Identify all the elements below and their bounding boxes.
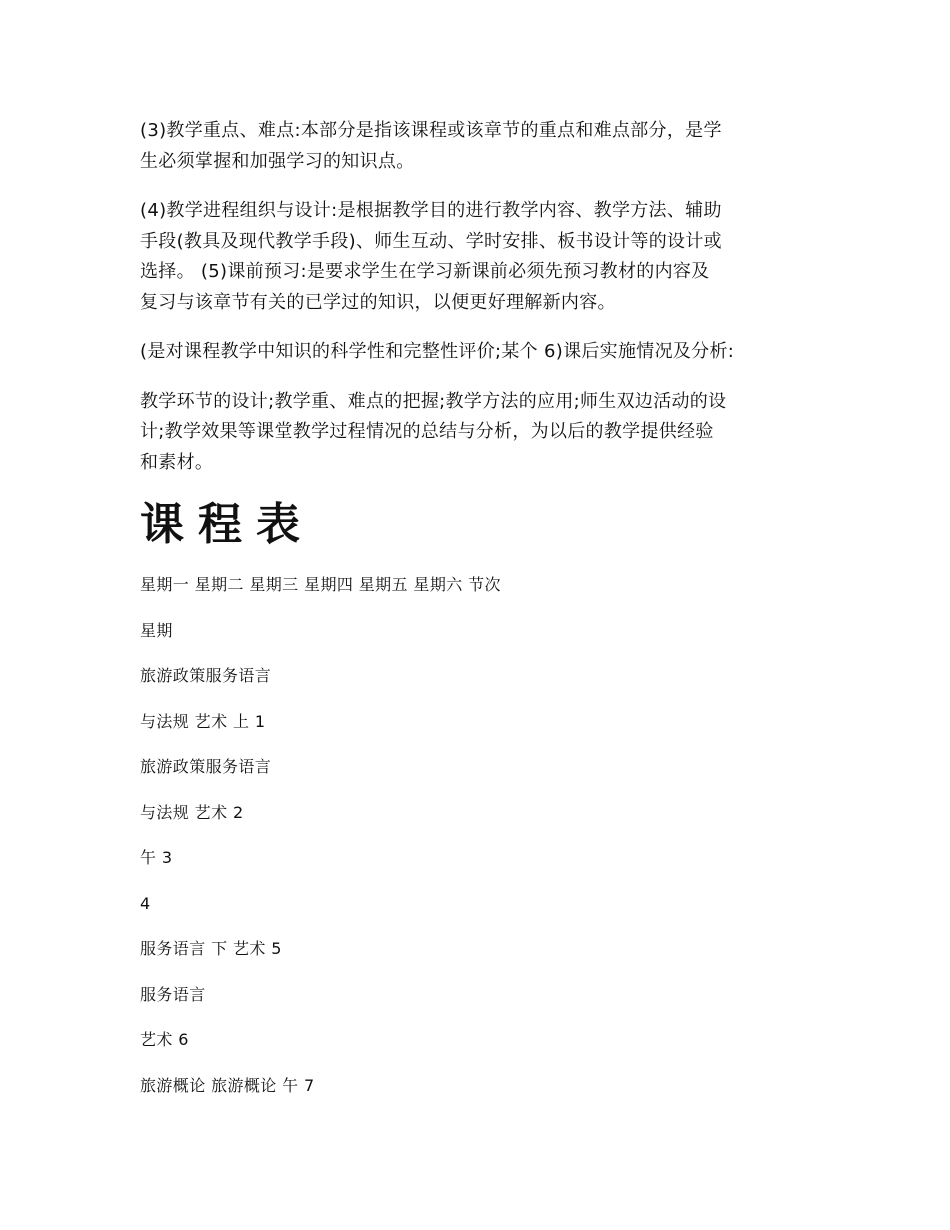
paragraph-line: (是对课程教学中知识的科学性和完整性评价;某个 6)课后实施情况及分析:: [140, 341, 735, 362]
schedule-row: 午 3: [140, 848, 173, 867]
paragraph-line: (4)教学进程组织与设计:是根据教学目的进行教学内容、教学方法、辅助: [140, 200, 722, 221]
schedule-row: 服务语言 下 艺术 5: [140, 939, 282, 958]
paragraph-evaluation: [140, 337, 820, 368]
paragraph-teaching-process: [140, 196, 820, 318]
schedule-row: 服务语言: [140, 984, 206, 1004]
document-page: [140, 116, 820, 1095]
schedule-row: 艺术 6: [140, 1030, 189, 1049]
schedule-row: 星期: [140, 620, 173, 640]
paragraph-line: (3)教学重点、难点:本部分是指该课程或该章节的重点和难点部分，是学: [140, 120, 722, 141]
schedule-row: 与法规 艺术 上 1: [140, 711, 266, 731]
paragraph-line: 和素材。: [140, 451, 214, 473]
paragraph-line: 手段(教具及现代教学手段)、师生互动、学时安排、板书设计等的设计或: [140, 230, 722, 252]
schedule-heading: 课程表: [140, 499, 314, 550]
schedule-row: 星期一 星期二 星期三 星期四 星期五 星期六 节次: [140, 575, 501, 594]
paragraph-line: 生必须掌握和加强学习的知识点。: [140, 150, 415, 172]
schedule-row: 与法规 艺术 2: [140, 802, 244, 822]
paragraph-line: 选择。 (5)课前预习:是要求学生在学习新课前必须先预习教材的内容及: [140, 261, 710, 282]
paragraph-line: 教学环节的设计;教学重、难点的把握;教学方法的应用;师生双边活动的设: [140, 390, 727, 412]
schedule-text: [140, 571, 820, 1117]
schedule-row: 旅游政策服务语言: [140, 757, 272, 776]
paragraph-line: 计;教学效果等课堂教学过程情况的总结与分析，为以后的教学提供经验: [140, 421, 714, 442]
schedule-row: 4: [140, 893, 151, 913]
schedule-row: 旅游政策服务语言: [140, 666, 272, 685]
paragraph-teaching-key-points: [140, 116, 820, 177]
paragraph-line: 复习与该章节有关的已学过的知识，以便更好理解新内容。: [140, 291, 616, 313]
schedule-row: 旅游概论 旅游概论 午 7: [140, 1075, 315, 1095]
paragraph-analysis: [140, 387, 820, 479]
